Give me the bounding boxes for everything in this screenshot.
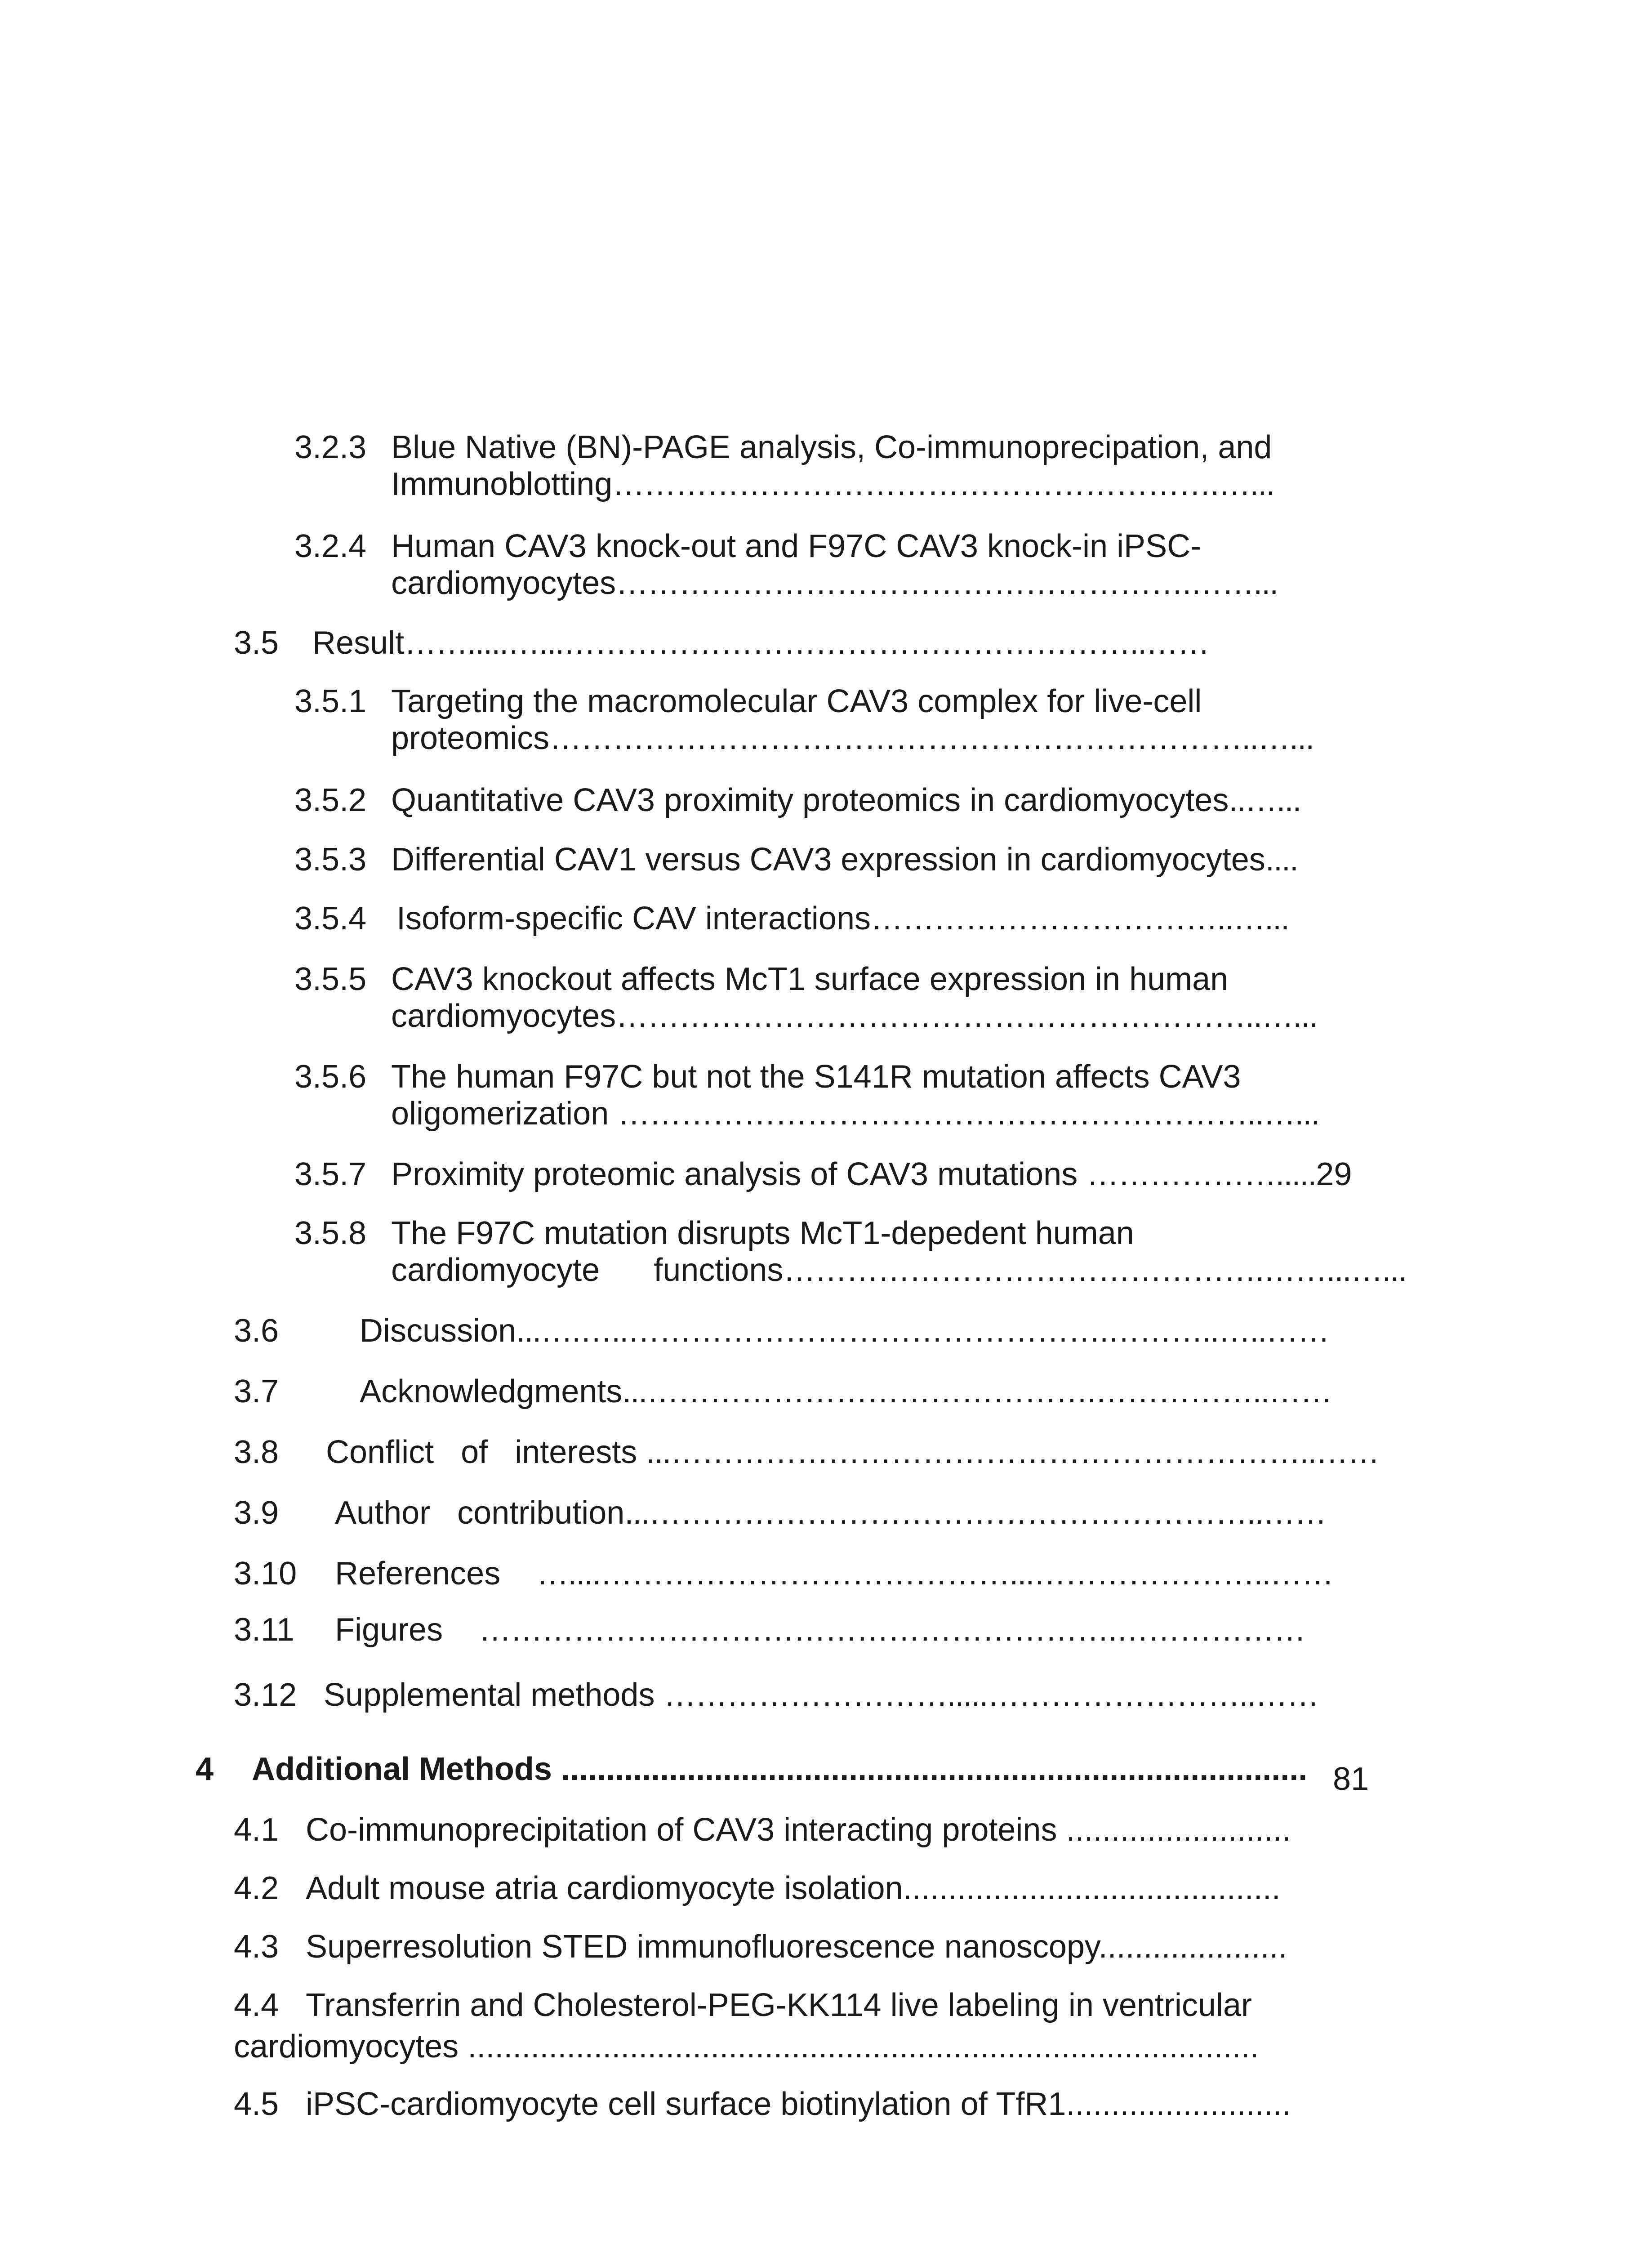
toc-entry-3-5-5[interactable] bbox=[294, 961, 1328, 1038]
toc-dot-leader: ...….…..……………………………………….………..…..…… bbox=[516, 1313, 1329, 1349]
toc-entry-number: 3.7 bbox=[234, 1374, 279, 1409]
toc-dot-leader: .......................................... bbox=[903, 1870, 1281, 1906]
toc-entry-number: 3.5.2 bbox=[294, 782, 367, 818]
toc-entry-number: 3.5.4 bbox=[294, 901, 367, 937]
toc-entry-number: 3.5.3 bbox=[294, 842, 367, 878]
toc-entry-number: 3.2.4 bbox=[294, 528, 367, 564]
toc-entry-number: 3.12 bbox=[234, 1677, 297, 1713]
toc-entry-number: 3.5.7 bbox=[294, 1156, 367, 1192]
toc-entry-number: 4.5 bbox=[234, 2086, 279, 2122]
toc-entry-3-9[interactable] bbox=[234, 1495, 1385, 1533]
toc-entry-3-10[interactable] bbox=[234, 1556, 1385, 1594]
toc-entry-number: 3.5.6 bbox=[294, 1059, 367, 1095]
toc-entry-4-4[interactable] bbox=[234, 1987, 1335, 2066]
toc-entry-4-5[interactable] bbox=[234, 2086, 1335, 2124]
toc-entry-number: 3.9 bbox=[234, 1495, 279, 1531]
toc-entry-title: Proximity proteomic analysis of CAV3 mutations bbox=[391, 1156, 1078, 1192]
toc-entry-number: 3.8 bbox=[234, 1434, 279, 1470]
toc-entry-title-continued: cardiomyocyte functions bbox=[391, 1252, 784, 1288]
toc-dot-leader: …………………………………………………………..…... bbox=[549, 720, 1314, 756]
toc-page-number: 81 bbox=[1333, 1761, 1369, 1797]
toc-entry-3-2-3[interactable] bbox=[294, 429, 1328, 506]
toc-entry-title-continued: proteomics bbox=[391, 720, 550, 756]
toc-entry-3-12[interactable] bbox=[234, 1677, 1335, 1715]
toc-entry-title: Supplemental methods bbox=[324, 1677, 655, 1713]
toc-entry-4-1[interactable] bbox=[234, 1812, 1335, 1850]
toc-entry-title: Co-immunoprecipitation of CAV3 interacting proteins bbox=[306, 1812, 1057, 1848]
toc-dot-leader: …….....…...………………………………………………..…… bbox=[404, 625, 1209, 661]
toc-entry-title: Isoform-specific CAV interactions bbox=[396, 901, 871, 937]
toc-chapter-number: 4 bbox=[196, 1751, 214, 1787]
toc-entry-3-5-6[interactable] bbox=[294, 1059, 1328, 1135]
toc-entry-number: 3.11 bbox=[234, 1612, 294, 1648]
toc-dot-leader: .... bbox=[1265, 842, 1298, 878]
toc-dot-leader: ……………………………..…... bbox=[871, 901, 1289, 937]
toc-entry-title: References bbox=[335, 1556, 501, 1592]
toc-entry-3-5-1[interactable] bbox=[294, 683, 1328, 760]
toc-dot-leader: …………………………………………………….……………… bbox=[479, 1612, 1305, 1648]
toc-entry-title-continued: cardiomyocytes bbox=[391, 998, 616, 1034]
toc-entry-3-5-2[interactable] bbox=[294, 782, 1328, 821]
toc-entry-title: iPSC-cardiomyocyte cell surface biotinylation of TfR1 bbox=[306, 2086, 1066, 2122]
toc-dot-leader: ……………………………………………………..…... bbox=[616, 998, 1318, 1034]
toc-entry-title: Blue Native (BN)-PAGE analysis, Co-immunoprecipation, and bbox=[391, 429, 1272, 465]
toc-dot-leader: ..…... bbox=[1229, 782, 1301, 818]
toc-entry-title: The F97C mutation disrupts McT1-depedent human bbox=[391, 1215, 1134, 1251]
toc-entry-title: Discussion bbox=[360, 1313, 517, 1349]
toc-entry-3-5[interactable] bbox=[234, 625, 1335, 663]
toc-entry-title: Differential CAV1 versus CAV3 expression in cardiomyocytes bbox=[391, 842, 1265, 878]
toc-dot-leader: ……………………………………………….……... bbox=[616, 565, 1278, 601]
toc-entry-3-5-3[interactable] bbox=[294, 842, 1328, 880]
toc-entry-number: 3.5.1 bbox=[294, 683, 367, 719]
toc-entry-3-7[interactable] bbox=[234, 1374, 1385, 1412]
toc-entry-number: 3.6 bbox=[234, 1313, 279, 1349]
toc-dot-leader: ………………..... bbox=[1086, 1156, 1316, 1192]
toc-entry-number: 3.5 bbox=[234, 625, 279, 661]
toc-entry-title: Conflict of interests bbox=[326, 1434, 637, 1470]
toc-dot-leader: ...…………………………………………………..…… bbox=[624, 1495, 1326, 1531]
toc-entry-title: Result bbox=[312, 625, 405, 661]
toc-entry-title: Adult mouse atria cardiomyocyte isolation bbox=[306, 1870, 903, 1906]
toc-dot-leader: …....…………………………………...…………………..…… bbox=[536, 1556, 1333, 1592]
toc-dot-leader: ..................... bbox=[1098, 1929, 1287, 1965]
toc-dot-leader: ......................... bbox=[1066, 1812, 1291, 1848]
toc-entry-title: Figures bbox=[335, 1612, 443, 1648]
toc-dot-leader: ……………………………………….……...…... bbox=[783, 1252, 1407, 1288]
toc-entry-3-5-7[interactable] bbox=[294, 1156, 1396, 1195]
toc-chapter-title: Additional Methods bbox=[252, 1751, 552, 1787]
toc-dot-leader: ...……………………………………………………..…… bbox=[646, 1434, 1379, 1470]
toc-entry-3-11[interactable] bbox=[234, 1612, 1385, 1650]
toc-entry-title-continued: oligomerization bbox=[391, 1096, 609, 1132]
toc-dot-leader: ……………………….....……………………..…… bbox=[663, 1677, 1318, 1713]
toc-entry-title: Targeting the macromolecular CAV3 complex for live-cell bbox=[391, 683, 1202, 719]
toc-entry-number: 3.2.3 bbox=[294, 429, 367, 465]
toc-entry-title: Author contribution bbox=[335, 1495, 625, 1531]
toc-entry-title: The human F97C but not the S141R mutation affects CAV3 bbox=[391, 1059, 1241, 1095]
toc-entry-3-5-4[interactable] bbox=[294, 901, 1328, 939]
toc-entry-title: Human CAV3 knock-out and F97C CAV3 knock-in iPSC- bbox=[391, 528, 1202, 564]
toc-entry-title-continued: cardiomyocytes bbox=[391, 565, 616, 601]
toc-entry-number: 3.5.5 bbox=[294, 961, 367, 997]
toc-page-number: 29 bbox=[1316, 1156, 1352, 1192]
toc-entry-number: 4.1 bbox=[234, 1812, 279, 1848]
toc-entry-number: 3.10 bbox=[234, 1556, 297, 1592]
toc-entry-number: 4.4 bbox=[234, 1987, 279, 2023]
toc-entry-title: Quantitative CAV3 proximity proteomics in cardiomyocytes bbox=[391, 782, 1229, 818]
toc-dot-leader: ......................... bbox=[1066, 2086, 1291, 2122]
toc-entry-3-5-8[interactable] bbox=[294, 1215, 1407, 1292]
toc-entry-title: CAV3 knockout affects McT1 surface expression in human bbox=[391, 961, 1229, 997]
toc-entry-title-continued: cardiomyocytes bbox=[234, 2029, 459, 2065]
toc-dot-leader: ........................................................................................ bbox=[468, 2029, 1259, 2065]
toc-entry-3-8[interactable] bbox=[234, 1434, 1385, 1472]
toc-dot-leader: ...…………………………………….……………..…… bbox=[622, 1374, 1332, 1409]
toc-dot-leader: ……………………………………………………..…... bbox=[618, 1096, 1319, 1132]
toc-entry-title: Superresolution STED immunofluorescence nanoscopy bbox=[306, 1929, 1099, 1965]
toc-entry-number: 4.2 bbox=[234, 1870, 279, 1906]
toc-entry-title: Acknowledgments bbox=[360, 1374, 623, 1409]
toc-entry-number: 3.5.8 bbox=[294, 1215, 367, 1251]
toc-dot-leader: ………………………………………………….…... bbox=[612, 466, 1274, 502]
toc-entry-number: 4.3 bbox=[234, 1929, 279, 1965]
toc-entry-3-6[interactable] bbox=[234, 1313, 1385, 1351]
toc-entry-4-3[interactable] bbox=[234, 1929, 1335, 1967]
toc-entry-title: Transferrin and Cholesterol-PEG-KK114 live labeling in ventricular bbox=[306, 1987, 1252, 2023]
toc-chapter-4[interactable] bbox=[196, 1751, 1391, 1796]
toc-dot-leader: ................................................................................... bbox=[561, 1751, 1308, 1787]
toc-entry-4-2[interactable] bbox=[234, 1870, 1335, 1909]
toc-entry-3-2-4[interactable] bbox=[294, 528, 1328, 605]
toc-entry-title-continued: Immunoblotting bbox=[391, 466, 613, 502]
